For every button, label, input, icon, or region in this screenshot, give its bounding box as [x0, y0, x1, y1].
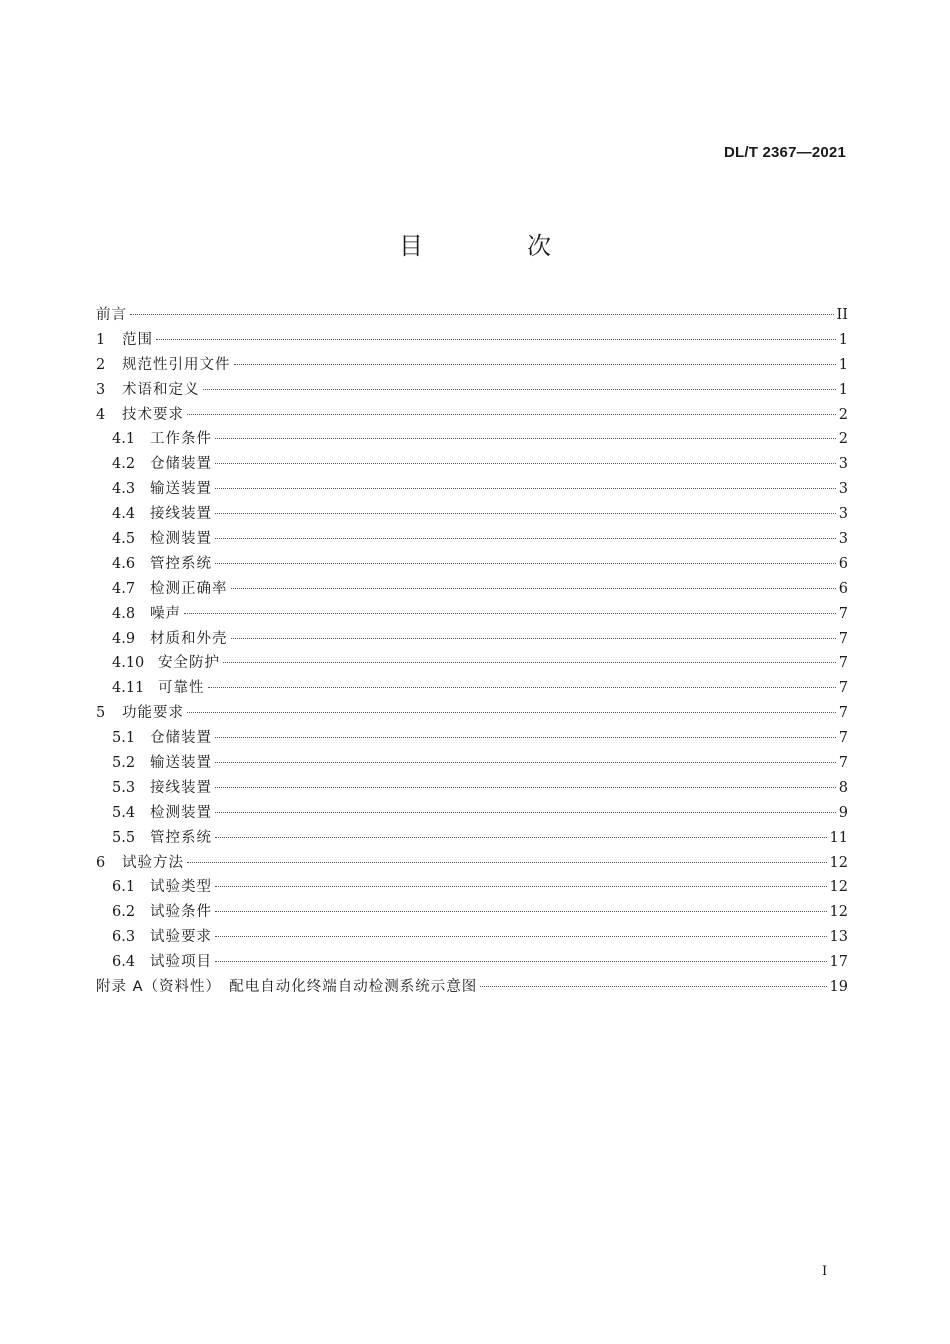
toc-dot-leader	[480, 986, 826, 987]
toc-entry[interactable]	[96, 925, 848, 950]
toc-entry-label: 功能要求	[122, 705, 184, 722]
toc-entry-number: 3	[96, 381, 106, 398]
toc-entry[interactable]	[96, 502, 848, 527]
toc-entry[interactable]	[96, 726, 848, 751]
toc-entry[interactable]	[96, 651, 848, 676]
toc-entry-number: 6.2	[112, 904, 136, 921]
toc-entry[interactable]	[96, 552, 848, 577]
toc-entry-label: 试验方法	[122, 854, 184, 871]
toc-entry-page: 7	[838, 705, 848, 722]
toc-entry-number: 4.2	[112, 456, 136, 473]
toc-entry-page: 7	[838, 755, 848, 772]
toc-dot-leader	[215, 936, 827, 937]
toc-entry-page: 13	[829, 929, 848, 946]
toc-entry[interactable]	[96, 776, 848, 801]
toc-entry-page: 17	[829, 954, 848, 971]
toc-entry-page: 3	[838, 531, 848, 548]
toc-entry-label: 检测正确率	[150, 580, 228, 597]
toc-entry-page: 1	[838, 381, 848, 398]
toc-entry-page: 6	[838, 555, 848, 572]
toc-entry-page: 2	[838, 431, 848, 448]
toc-entry-label: 安全防护	[158, 655, 220, 672]
page-number: I	[822, 1264, 828, 1279]
toc-entry-page: 7	[838, 655, 848, 672]
toc-dot-leader	[223, 662, 836, 663]
toc-entry-number: 5.3	[112, 779, 136, 796]
toc-dot-leader	[215, 837, 827, 838]
toc-entry-number: 4.10	[112, 655, 145, 672]
toc-dot-leader	[215, 911, 827, 912]
toc-entry[interactable]	[96, 527, 848, 552]
toc-entry-number: 6.4	[112, 954, 136, 971]
toc-entry-number: 4.1	[112, 431, 136, 448]
table-of-contents	[96, 303, 848, 1000]
toc-entry-number: 4.8	[112, 605, 136, 622]
toc-entry-label: 管控系统	[150, 555, 212, 572]
toc-entry-label: 仓储装置	[150, 456, 212, 473]
toc-entry-number: 4.4	[112, 506, 136, 523]
toc-entry-number: 1	[96, 331, 106, 348]
toc-entry-number: 5	[96, 705, 106, 722]
toc-entry-label: 输送装置	[150, 755, 212, 772]
toc-entry-label: 材质和外壳	[150, 630, 228, 647]
toc-entry-label: 检测装置	[150, 804, 212, 821]
toc-dot-leader	[215, 787, 836, 788]
toc-entry[interactable]	[96, 950, 848, 975]
toc-entry-label: 试验项目	[150, 954, 212, 971]
toc-dot-leader	[215, 886, 827, 887]
toc-entry[interactable]	[96, 378, 848, 403]
toc-entry-number: 5.4	[112, 804, 136, 821]
toc-entry-label: 试验要求	[150, 929, 212, 946]
toc-entry-page: 12	[829, 904, 848, 921]
toc-dot-leader	[215, 961, 827, 962]
toc-entry-number: 4.6	[112, 555, 136, 572]
toc-dot-leader	[231, 588, 836, 589]
toc-entry-page: 1	[838, 331, 848, 348]
toc-entry-page: 2	[838, 406, 848, 423]
toc-dot-leader	[187, 414, 836, 415]
toc-entry-page: 8	[838, 779, 848, 796]
toc-dot-leader	[187, 712, 836, 713]
toc-entry-label: 管控系统	[150, 829, 212, 846]
toc-dot-leader	[215, 463, 836, 464]
toc-entry[interactable]	[96, 751, 848, 776]
toc-entry-label: 接线装置	[150, 506, 212, 523]
toc-entry[interactable]	[96, 627, 848, 652]
toc-entry[interactable]	[96, 328, 848, 353]
toc-entry-number: 5.1	[112, 730, 136, 747]
toc-entry-number: 4.11	[112, 680, 145, 697]
toc-entry-number: 5.5	[112, 829, 136, 846]
toc-entry-page: 1	[838, 356, 848, 373]
page-title: 目 次	[399, 232, 591, 260]
toc-dot-leader	[208, 687, 836, 688]
toc-entry-label: 技术要求	[122, 406, 184, 423]
toc-entry[interactable]	[96, 353, 848, 378]
toc-entry-page: 3	[838, 456, 848, 473]
toc-entry[interactable]	[96, 477, 848, 502]
toc-entry-label: 前言	[96, 307, 127, 323]
toc-entry[interactable]	[96, 875, 848, 900]
toc-entry[interactable]	[96, 826, 848, 851]
toc-dot-leader	[215, 737, 836, 738]
toc-entry-page: 3	[838, 506, 848, 523]
standard-number: DL/T 2367—2021	[723, 144, 846, 161]
toc-dot-leader	[187, 862, 827, 863]
toc-entry-page: II	[836, 307, 848, 323]
toc-entry-label: 附录 A（资料性） 配电自动化终端自动检测系统示意图	[96, 979, 478, 996]
toc-entry-page: 9	[838, 804, 848, 821]
toc-entry-label: 噪声	[150, 605, 181, 622]
toc-dot-leader	[215, 563, 836, 564]
toc-dot-leader	[215, 538, 836, 539]
toc-entry-page: 7	[838, 680, 848, 697]
toc-entry[interactable]	[96, 403, 848, 428]
toc-entry-number: 6	[96, 854, 106, 871]
toc-dot-leader	[130, 314, 834, 315]
toc-entry-page: 12	[829, 854, 848, 871]
toc-entry-number: 4.5	[112, 531, 136, 548]
toc-entry-label: 接线装置	[150, 779, 212, 796]
toc-entry[interactable]	[96, 427, 848, 452]
toc-entry-page: 12	[829, 879, 848, 896]
toc-dot-leader	[215, 762, 836, 763]
toc-dot-leader	[184, 613, 836, 614]
toc-entry-number: 6.1	[112, 879, 136, 896]
toc-entry-number: 2	[96, 356, 106, 373]
toc-entry-number: 4.7	[112, 580, 136, 597]
toc-entry-number: 5.2	[112, 755, 136, 772]
toc-entry-label: 范围	[122, 331, 153, 348]
toc-dot-leader	[215, 513, 836, 514]
toc-dot-leader	[215, 488, 836, 489]
toc-entry-number: 4.9	[112, 630, 136, 647]
toc-entry[interactable]	[96, 701, 848, 726]
toc-entry-page: 7	[838, 630, 848, 647]
toc-entry-label: 术语和定义	[122, 381, 200, 398]
toc-entry-page: 11	[829, 829, 848, 846]
toc-dot-leader	[215, 438, 836, 439]
toc-entry-page: 7	[838, 605, 848, 622]
toc-entry-number: 6.3	[112, 929, 136, 946]
toc-entry-label: 工作条件	[150, 431, 212, 448]
toc-entry-page: 3	[838, 481, 848, 498]
toc-dot-leader	[203, 389, 836, 390]
toc-entry[interactable]	[96, 602, 848, 627]
toc-dot-leader	[156, 339, 836, 340]
toc-entry[interactable]	[96, 975, 848, 1000]
toc-entry-label: 规范性引用文件	[122, 356, 231, 373]
toc-dot-leader	[231, 638, 836, 639]
toc-entry-label: 试验条件	[150, 904, 212, 921]
toc-entry-number: 4	[96, 406, 106, 423]
toc-entry[interactable]	[96, 851, 848, 876]
toc-entry[interactable]	[96, 303, 848, 328]
toc-entry-number: 4.3	[112, 481, 136, 498]
toc-entry-page: 19	[829, 979, 848, 996]
toc-entry-page: 6	[838, 580, 848, 597]
toc-entry[interactable]	[96, 900, 848, 925]
toc-entry-label: 输送装置	[150, 481, 212, 498]
toc-entry[interactable]	[96, 676, 848, 701]
toc-dot-leader	[215, 812, 836, 813]
toc-entry-label: 试验类型	[150, 879, 212, 896]
toc-entry[interactable]	[96, 577, 848, 602]
toc-entry-label: 检测装置	[150, 531, 212, 548]
toc-entry-label: 可靠性	[158, 680, 205, 697]
toc-dot-leader	[234, 364, 836, 365]
toc-entry[interactable]	[96, 801, 848, 826]
toc-entry[interactable]	[96, 452, 848, 477]
toc-entry-page: 7	[838, 730, 848, 747]
toc-entry-label: 仓储装置	[150, 730, 212, 747]
